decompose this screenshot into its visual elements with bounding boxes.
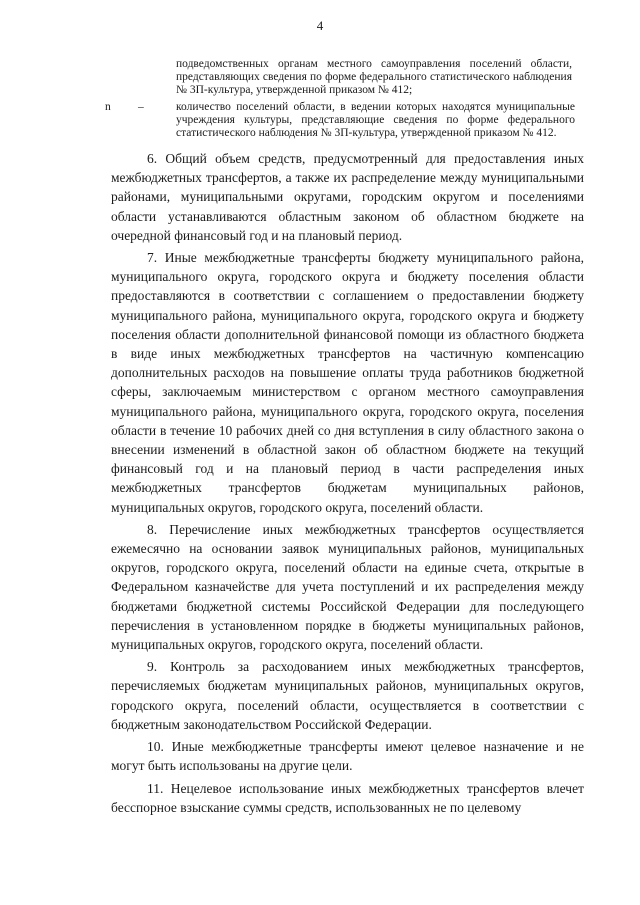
note-continuation: подведомственных органам местного самоуправления поселений области, представляющих сведения по форме федерального статистического наблюдения № 3П-культура, утвержденной приказом № 412; (176, 58, 572, 96)
note-definition-n (105, 101, 575, 140)
paragraph-8: 8. Перечисление иных межбюджетных трансфертов осуществляется ежемесячно на основании заявок муниципальных районов, муниципальных округов, городского округа, поселений области на единые счета, открытые в Федеральном казначействе для учета поступлений и их распределения между бюджетами бюджетной системы Российской Федерации для последующего перечисления в установленном порядке в бюджеты муниципальных районов, муниципальных округов, городского округа, поселений области. (111, 521, 584, 653)
paragraph-9: 9. Контроль за расходованием иных межбюджетных трансфертов, перечисляемых бюджетам муниципальных районов, муниципальных округов, городского округа, поселений области, осуществляется в соответствии с бюджетным законодательством Российской Федерации. (111, 659, 584, 732)
paragraph-6: 6. Общий объем средств, предусмотренный для предоставления иных межбюджетных трансфертов, а также их распределение между муниципальными районами, муниципальными округами, городским округом и поселениями области устанавливаются областным законом об областном бюджете на очередной финансовый год и на плановый период. (111, 151, 584, 243)
note-symbol: n (105, 101, 111, 113)
page-number: 4 (316, 18, 324, 33)
note-dash: – (138, 101, 144, 113)
document-body (111, 149, 584, 820)
paragraph-10: 10. Иные межбюджетные трансферты имеют целевое назначение и не могут быть использованы на другие цели. (111, 739, 584, 774)
paragraph-11: 11. Нецелевое использование иных межбюджетных трансфертов влечет бесспорное взыскание суммы средств, использованных не по целевому (111, 780, 584, 815)
note-text: количество поселений области, в ведении которых находятся муниципальные учреждения культуры, представляющие сведения по форме федерального статистического наблюдения № 3П-культура, утвержденной приказом № 412. (176, 101, 575, 139)
paragraph-7: 7. Иные межбюджетные трансферты бюджету муниципального района, муниципального округа, городского округа и бюджету поселения области предоставляются в соответствии с соглашением о предоставлении бюджету муниципального района, муниципального округа, городского округа и бюджету поселения области дополнительной финансовой помощи из областного бюджета в виде иных межбюджетных трансфертов на частичную компенсацию дополнительных расходов на повышение оплаты труда работников бюджетной сферы, заключаемым министерством с органом местного самоуправления муниципального района, муниципального округа, городского округа, поселения области в течение 10 рабочих дней со дня вступления в силу областного закона о внесении изменений в областной закон об областном бюджете на текущий финансовый год и на плановый период в части распределения иных межбюджетных трансфертов бюджетам муниципальных районов, муниципальных округов, городского округа, поселений области. (111, 250, 584, 515)
